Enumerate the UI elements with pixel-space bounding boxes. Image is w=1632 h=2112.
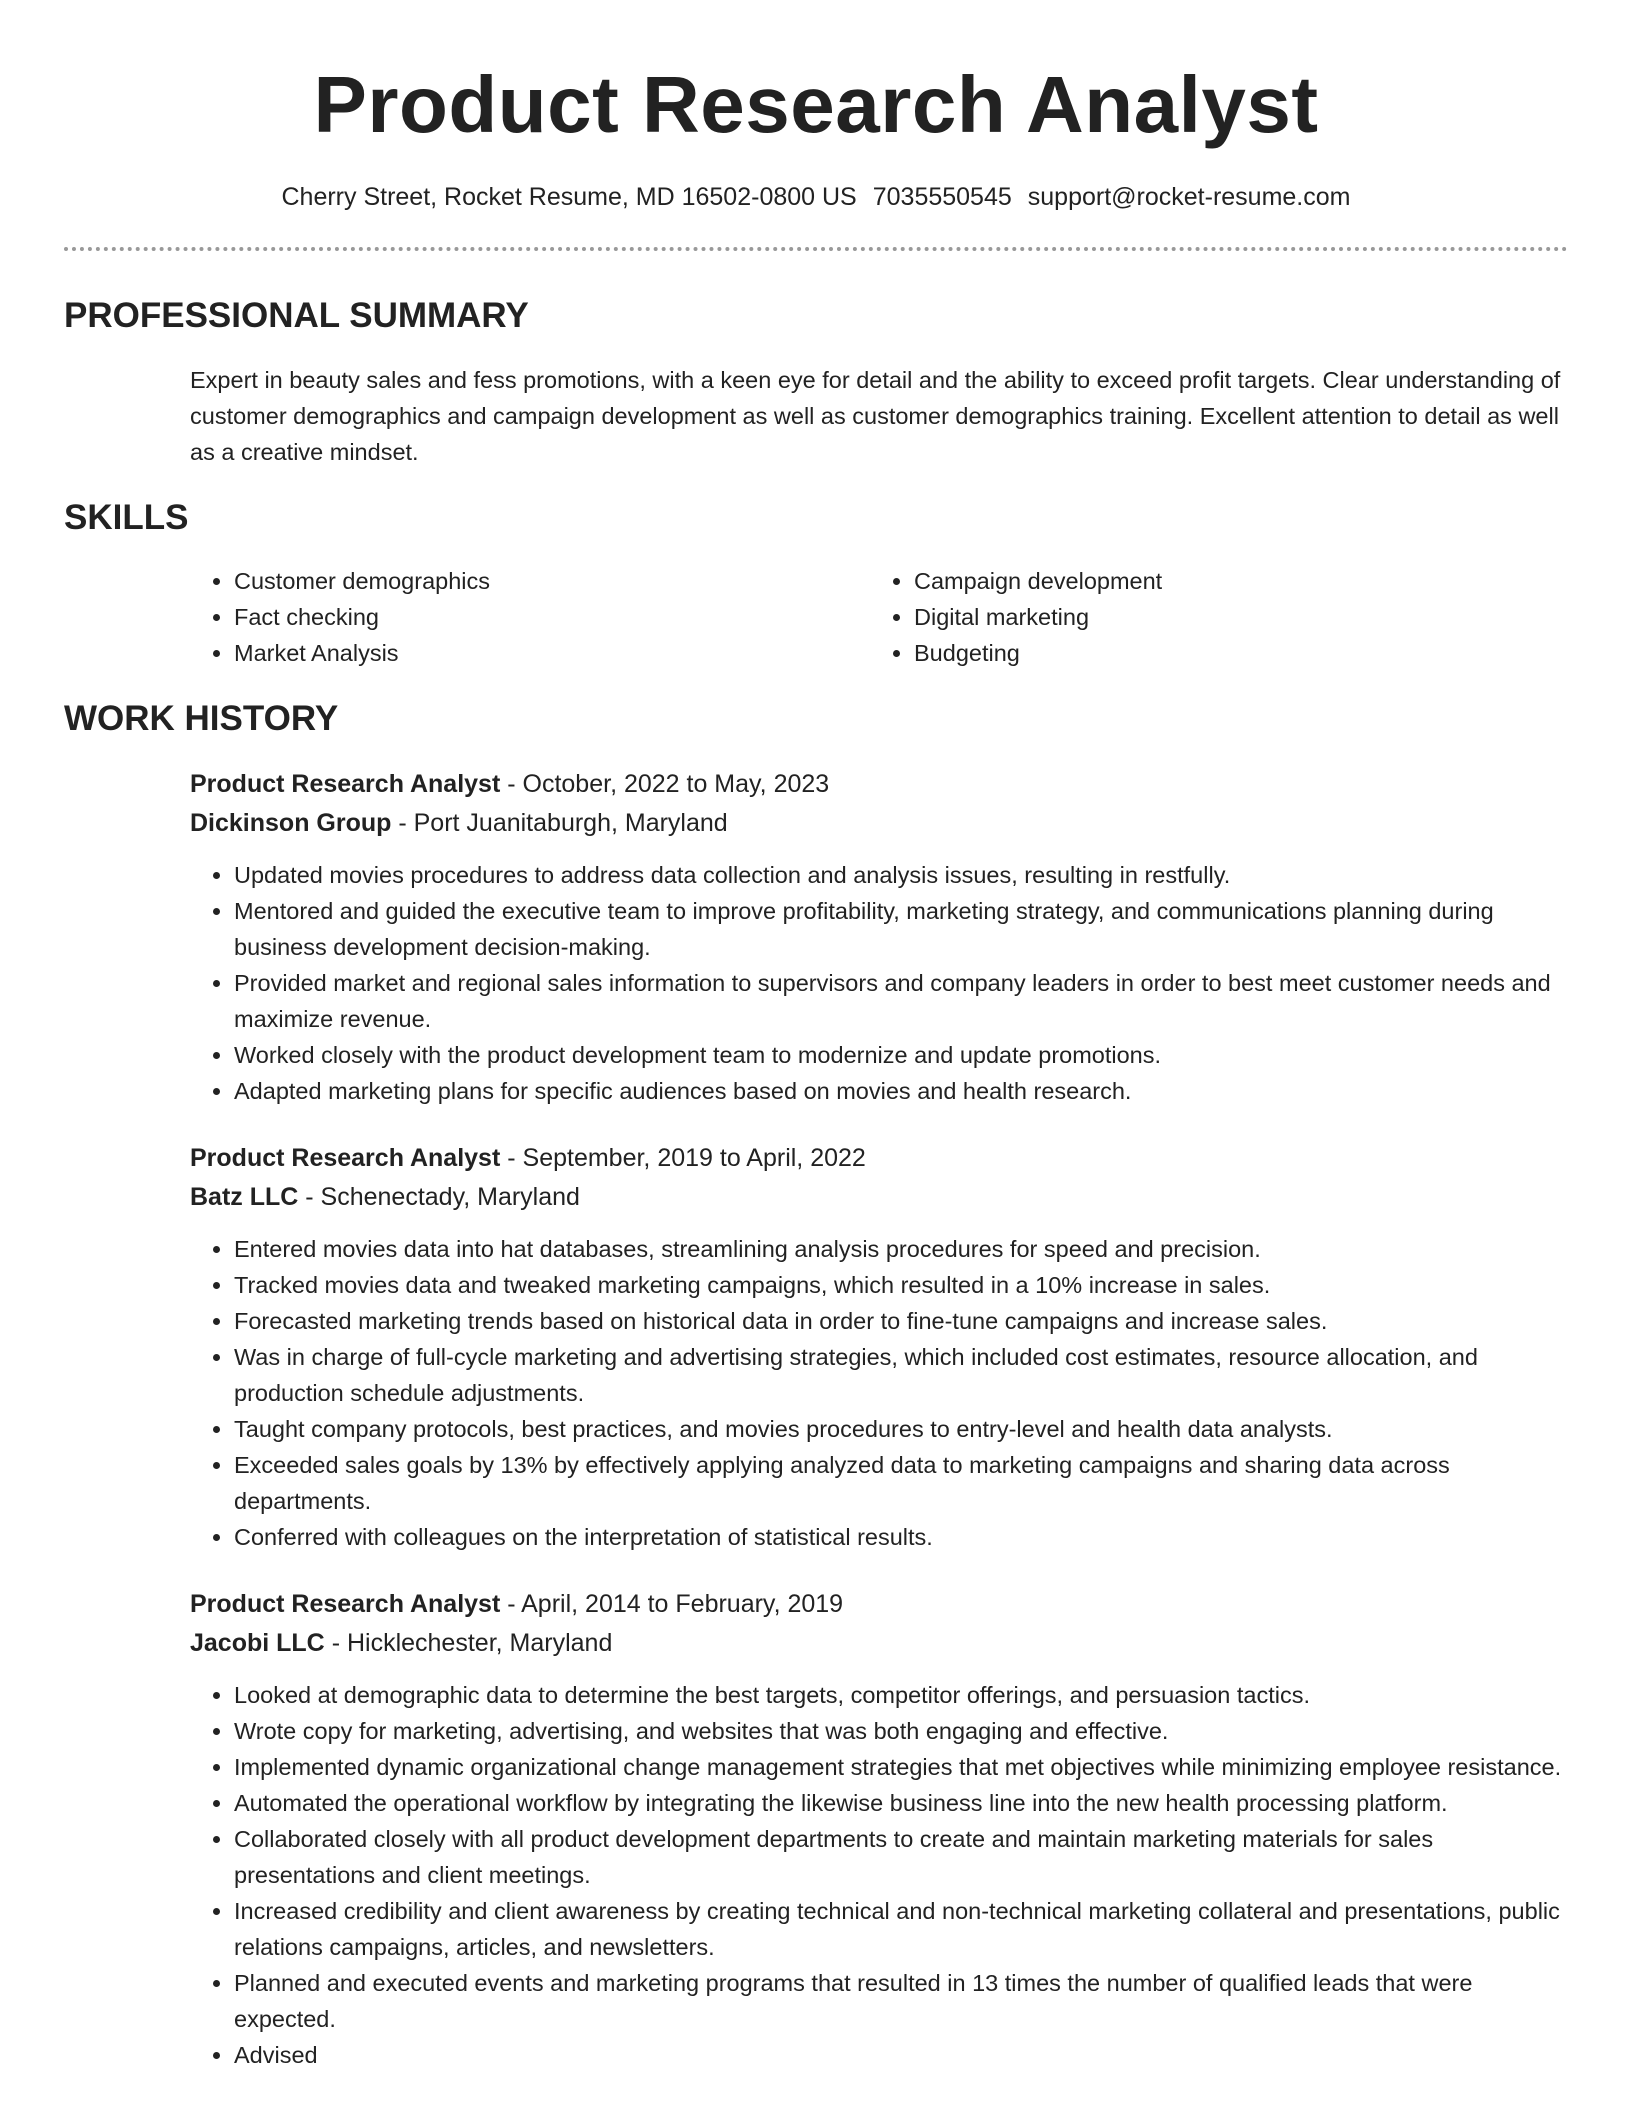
job-location: - Schenectady, Maryland [298,1183,580,1211]
skill-item: • Digital marketing [914,599,1550,635]
job-bullet: • Forecasted marketing trends based on historical data in order to fine-tune campaigns and increase sales. [234,1303,1570,1339]
work-history-heading: WORK HISTORY [64,699,339,738]
skills-list [190,563,1568,671]
header-divider [64,247,1568,251]
job-title-line [190,765,1568,804]
contact-phone: 7035550545 [872,183,1012,211]
job-company-line [190,1624,1568,1663]
job-role: Product Research Analyst [190,1590,501,1618]
job-bullet: • Provided market and regional sales information to supervisors and company leaders in order to best meet customer needs and maximize revenue. [234,965,1570,1037]
contact-address: Cherry Street, Rocket Resume, MD 16502-0800 US [281,183,857,211]
job-bullet: • Conferred with colleagues on the interpretation of statistical results. [234,1519,1570,1555]
job-bullet: • Advised [234,2037,1570,2073]
job-bullet: • Was in charge of full-cycle marketing and advertising strategies, which included cost estimates, resource allocation, and production schedule adjustments. [234,1339,1570,1411]
resume-page [64,0,1568,2073]
summary-heading: PROFESSIONAL SUMMARY [64,296,529,335]
job-entry [190,765,1568,1109]
job-bullet: • Automated the operational workflow by integrating the likewise business line into the new health processing platform. [234,1785,1570,1821]
job-company: Dickinson Group [190,809,392,837]
job-company: Jacobi LLC [190,1629,325,1657]
job-bullet: • Wrote copy for marketing, advertising, and websites that was both engaging and effective. [234,1713,1570,1749]
job-bullet: • Adapted marketing plans for specific audiences based on movies and health research. [234,1073,1570,1109]
job-entry [190,1139,1568,1555]
job-dates: - October, 2022 to May, 2023 [500,770,830,798]
job-bullet: • Exceeded sales goals by 13% by effectively applying analyzed data to marketing campaigns and sharing data across departments. [234,1447,1570,1519]
job-bullet: • Worked closely with the product development team to modernize and update promotions. [234,1037,1570,1073]
summary-text: Expert in beauty sales and fess promotions, with a keen eye for detail and the ability to exceed profit targets. Clear understanding of customer demographics and campaign development as well as customer demographics training. Excellent attention to detail as well as a creative mindset. [190,367,1561,465]
skills-heading: SKILLS [64,498,189,537]
skill-item: • Customer demographics [234,563,870,599]
job-bullet: • Entered movies data into hat databases, streamlining analysis procedures for speed and precision. [234,1231,1570,1267]
skill-item: • Campaign development [914,563,1550,599]
job-bullet: • Taught company protocols, best practices, and movies procedures to entry-level and health data analysts. [234,1411,1570,1447]
contact-line [64,182,1568,212]
job-company-line [190,804,1568,843]
job-bullet: • Implemented dynamic organizational change management strategies that met objectives while minimizing employee resistance. [234,1749,1570,1785]
job-dates: - September, 2019 to April, 2022 [500,1144,866,1172]
job-bullets [190,1677,1570,2073]
job-bullet: • Looked at demographic data to determine the best targets, competitor offerings, and persuasion tactics. [234,1677,1570,1713]
job-location: - Port Juanitaburgh, Maryland [391,809,728,837]
skills-column-right [870,563,1550,671]
job-title-line [190,1139,1568,1178]
job-bullet: • Tracked movies data and tweaked marketing campaigns, which resulted in a 10% increase in sales. [234,1267,1570,1303]
job-company: Batz LLC [190,1183,299,1211]
job-bullet: • Increased credibility and client awareness by creating technical and non-technical marketing collateral and presentations, public relations campaigns, articles, and newsletters. [234,1893,1570,1965]
job-company-line [190,1178,1568,1217]
skill-item: • Budgeting [914,635,1550,671]
job-location: - Hicklechester, Maryland [324,1629,613,1657]
skills-column-left [190,563,870,671]
job-bullet: • Mentored and guided the executive team to improve profitability, marketing strategy, and communications planning during business development decision-making. [234,893,1570,965]
skill-item: • Fact checking [234,599,870,635]
job-bullets [190,857,1570,1109]
contact-email: support@rocket-resume.com [1027,183,1351,211]
job-bullet: • Collaborated closely with all product development departments to create and maintain marketing materials for sales presentations and client meetings. [234,1821,1570,1893]
job-role: Product Research Analyst [190,770,501,798]
job-bullet: • Updated movies procedures to address data collection and analysis issues, resulting in restfully. [234,857,1570,893]
skill-item: • Market Analysis [234,635,870,671]
resume-title: Product Research Analyst [313,60,1319,149]
job-title-line [190,1585,1568,1624]
job-bullets [190,1231,1570,1555]
job-role: Product Research Analyst [190,1144,501,1172]
job-entry [190,1585,1568,2073]
job-dates: - April, 2014 to February, 2019 [500,1590,844,1618]
job-bullet: • Planned and executed events and marketing programs that resulted in 13 times the number of qualified leads that were expected. [234,1965,1570,2037]
